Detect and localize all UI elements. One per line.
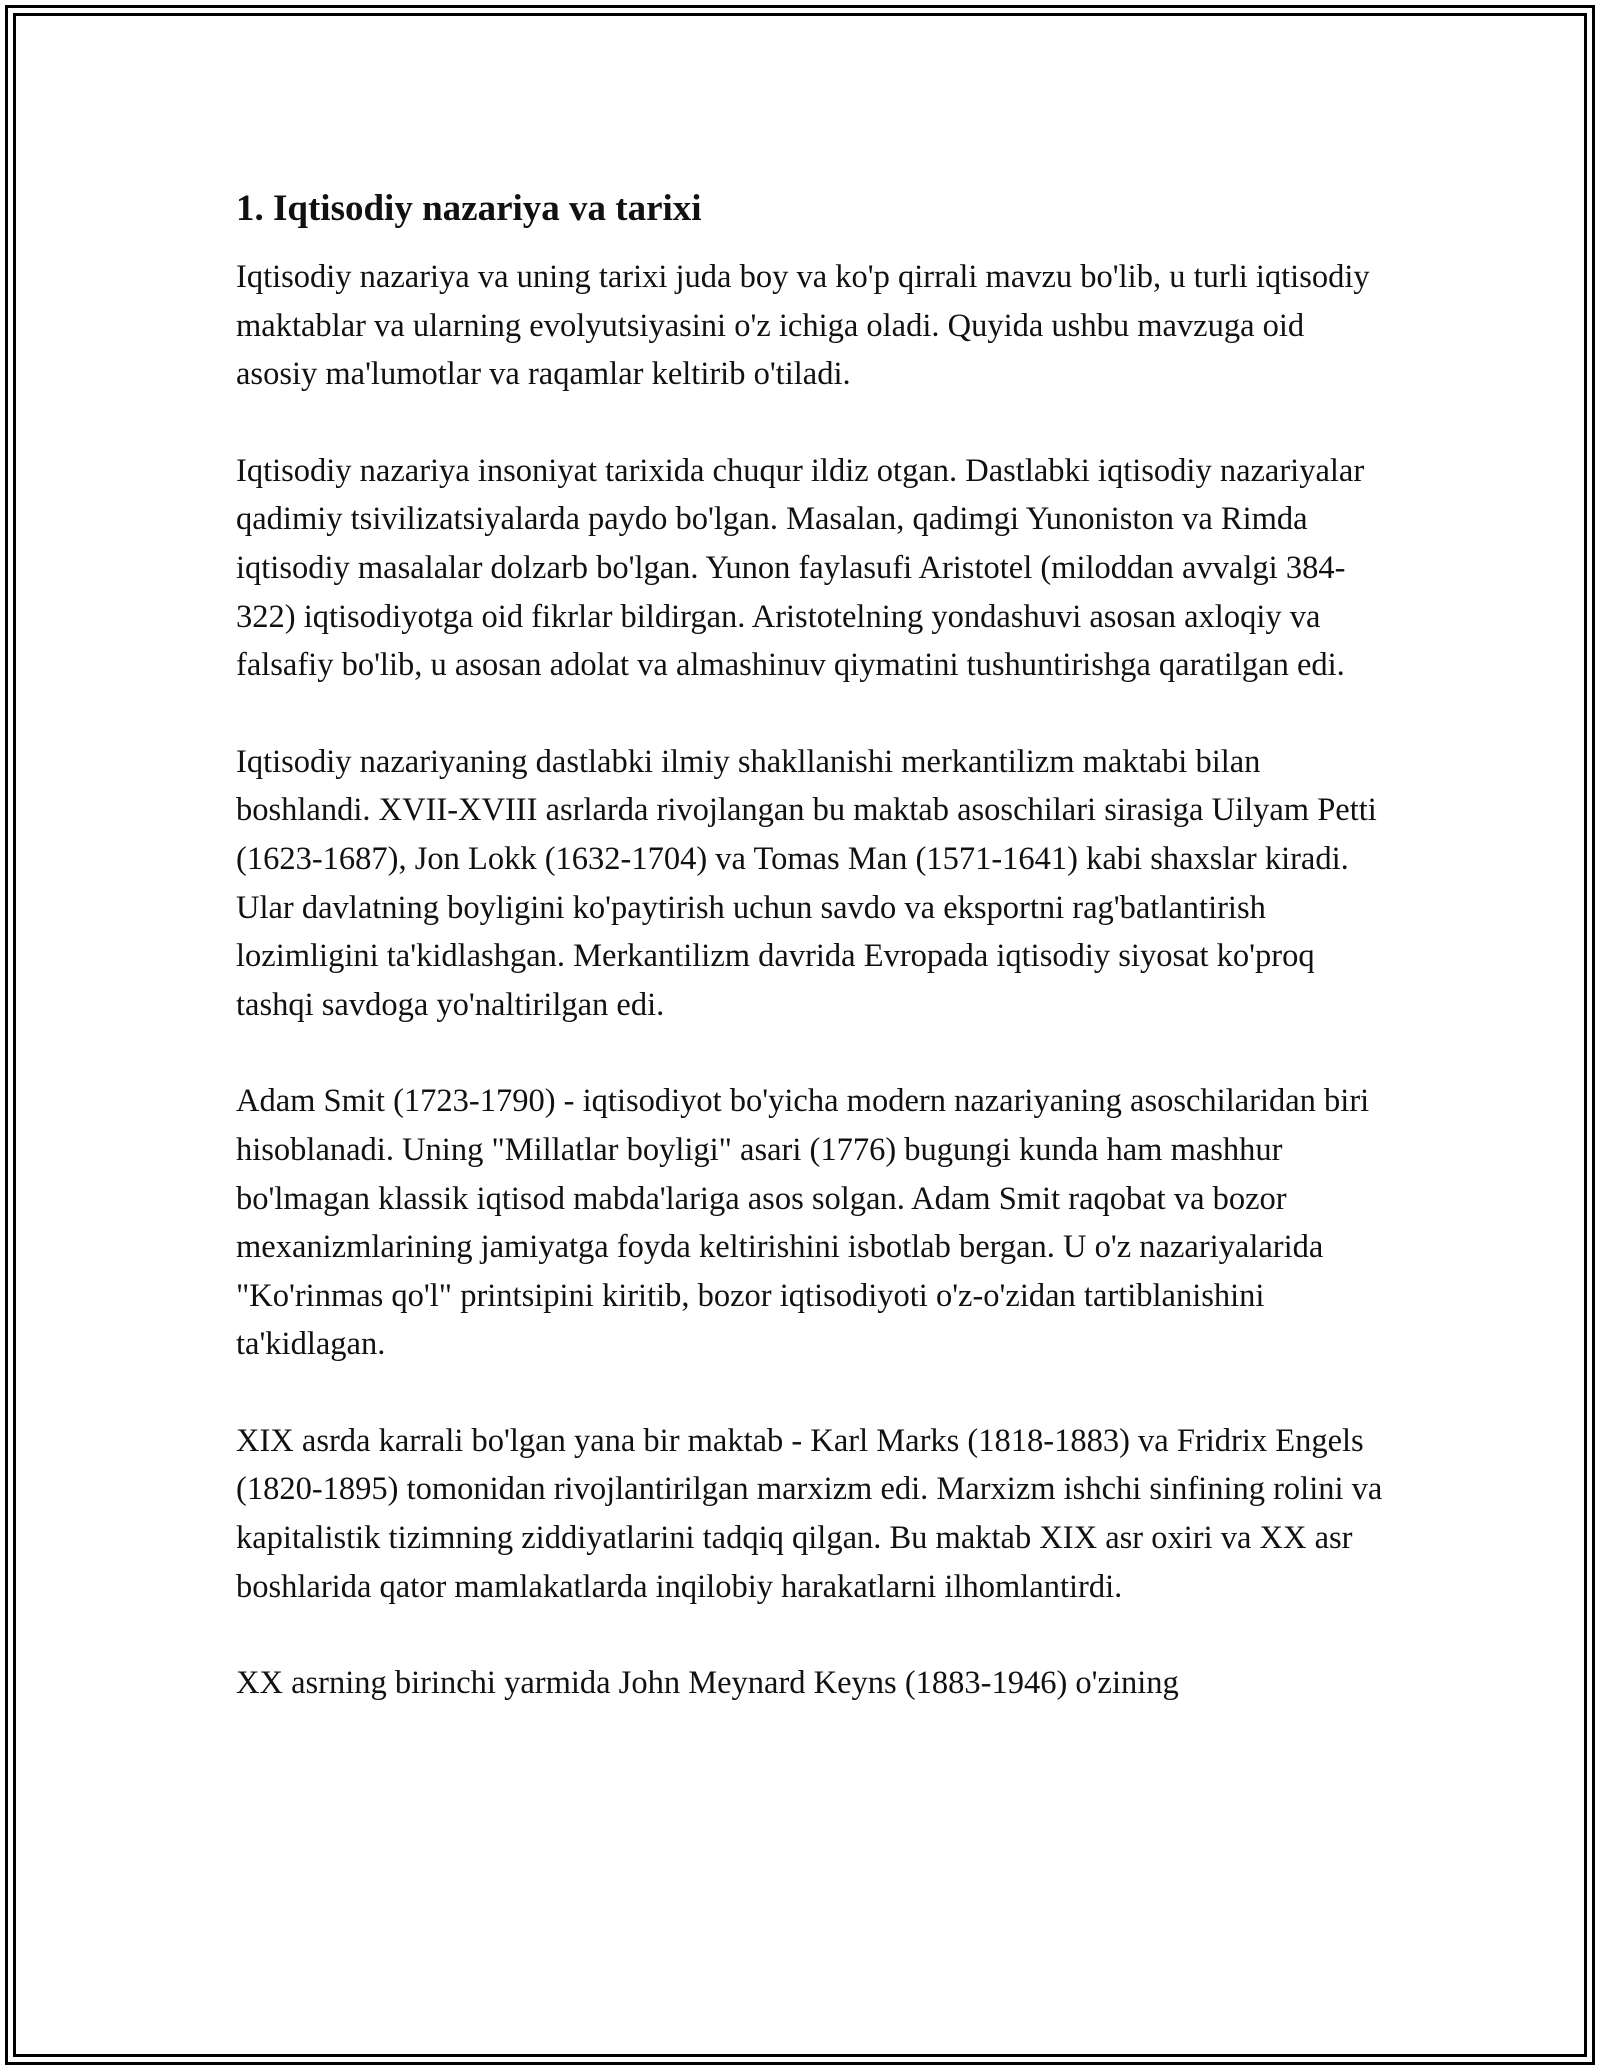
paragraph-adam-smith: Adam Smit (1723-1790) - iqtisodiyot bo'yicha modern nazariyaning asoschilaridan biri hisoblanadi. Uning "Millatlar boyligi" asari (1776) bugungi kunda ham mashhur bo'lmagan klassik iqtisod mabda'lariga asos solgan. Adam Smit raqobat va bozor mexanizmlarining jamiyatga foyda keltirishini isbotlab bergan. U o'z nazariyalarida "Ko'rinmas qo'l" printsipini kiritib, bozor iqtisodiyoti o'z-o'zidan tartiblanishini ta'kidlagan. [236, 1083, 1370, 1363]
paragraph-mercantilism: Iqtisodiy nazariyaning dastlabki ilmiy shakllanishi merkantilizm maktabi bilan boshlandi. XVII-XVIII asrlarda rivojlangan bu maktab asoschilari sirasiga Uilyam Petti (1623-1687), Jon Lokk (1632-1704) va Tomas Man (1571-1641) kabi shaxslar kiradi. Ular davlatning boyligini ko'paytirish uchun savdo va eksportni rag'batlantirish lozimligini ta'kidlashgan. Merkantilizm davrida Evropada iqtisodiy siyosat ko'proq tashqi savdoga yo'naltirilgan edi. [236, 743, 1377, 1023]
paragraph-intro: Iqtisodiy nazariya va uning tarixi juda boy va ko'p qirrali mavzu bo'lib, u turli iqtisodiy maktablar va ularning evolyutsiyasini o'z ichiga oladi. Quyida ushbu mavzuga oid asosiy ma'lumotlar va raqamlar keltirib o'tiladi. [236, 259, 1370, 393]
paragraph-keynes: XX asrning birinchi yarmida John Meynard Keyns (1883-1946) o'zining [236, 1665, 1179, 1702]
document-title: 1. Iqtisodiy nazariya va tarixi [236, 188, 702, 229]
paragraph-marxism: XIX asrda karrali bo'lgan yana bir maktab - Karl Marks (1818-1883) va Fridrix Engels (1820-1895) tomonidan rivojlantirilgan marxizm edi. Marxizm ishchi sinfining rolini va kapitalistik tizimning ziddiyatlarini tadqiq qilgan. Bu maktab XIX asr oxiri va XX asr boshlarida qator mamlakatlarda inqilobiy harakatlarni ilhomlantirdi. [236, 1422, 1383, 1605]
document-body [236, 185, 1386, 1756]
paragraph-ancient-origins: Iqtisodiy nazariya insoniyat tarixida chuqur ildiz otgan. Dastlabki iqtisodiy nazariyalar qadimiy tsivilizatsiyalarda paydo bo'lgan. Masalan, qadimgi Yunoniston va Rimda iqtisodiy masalalar dolzarb bo'lgan. Yunon faylasufi Aristotel (miloddan avvalgi 384-322) iqtisodiyotga oid fikrlar bildirgan. Aristotelning yondashuvi asosan axloqiy va falsafiy bo'lib, u asosan adolat va almashinuv qiymatini tushuntirishga qaratilgan edi. [236, 452, 1365, 684]
